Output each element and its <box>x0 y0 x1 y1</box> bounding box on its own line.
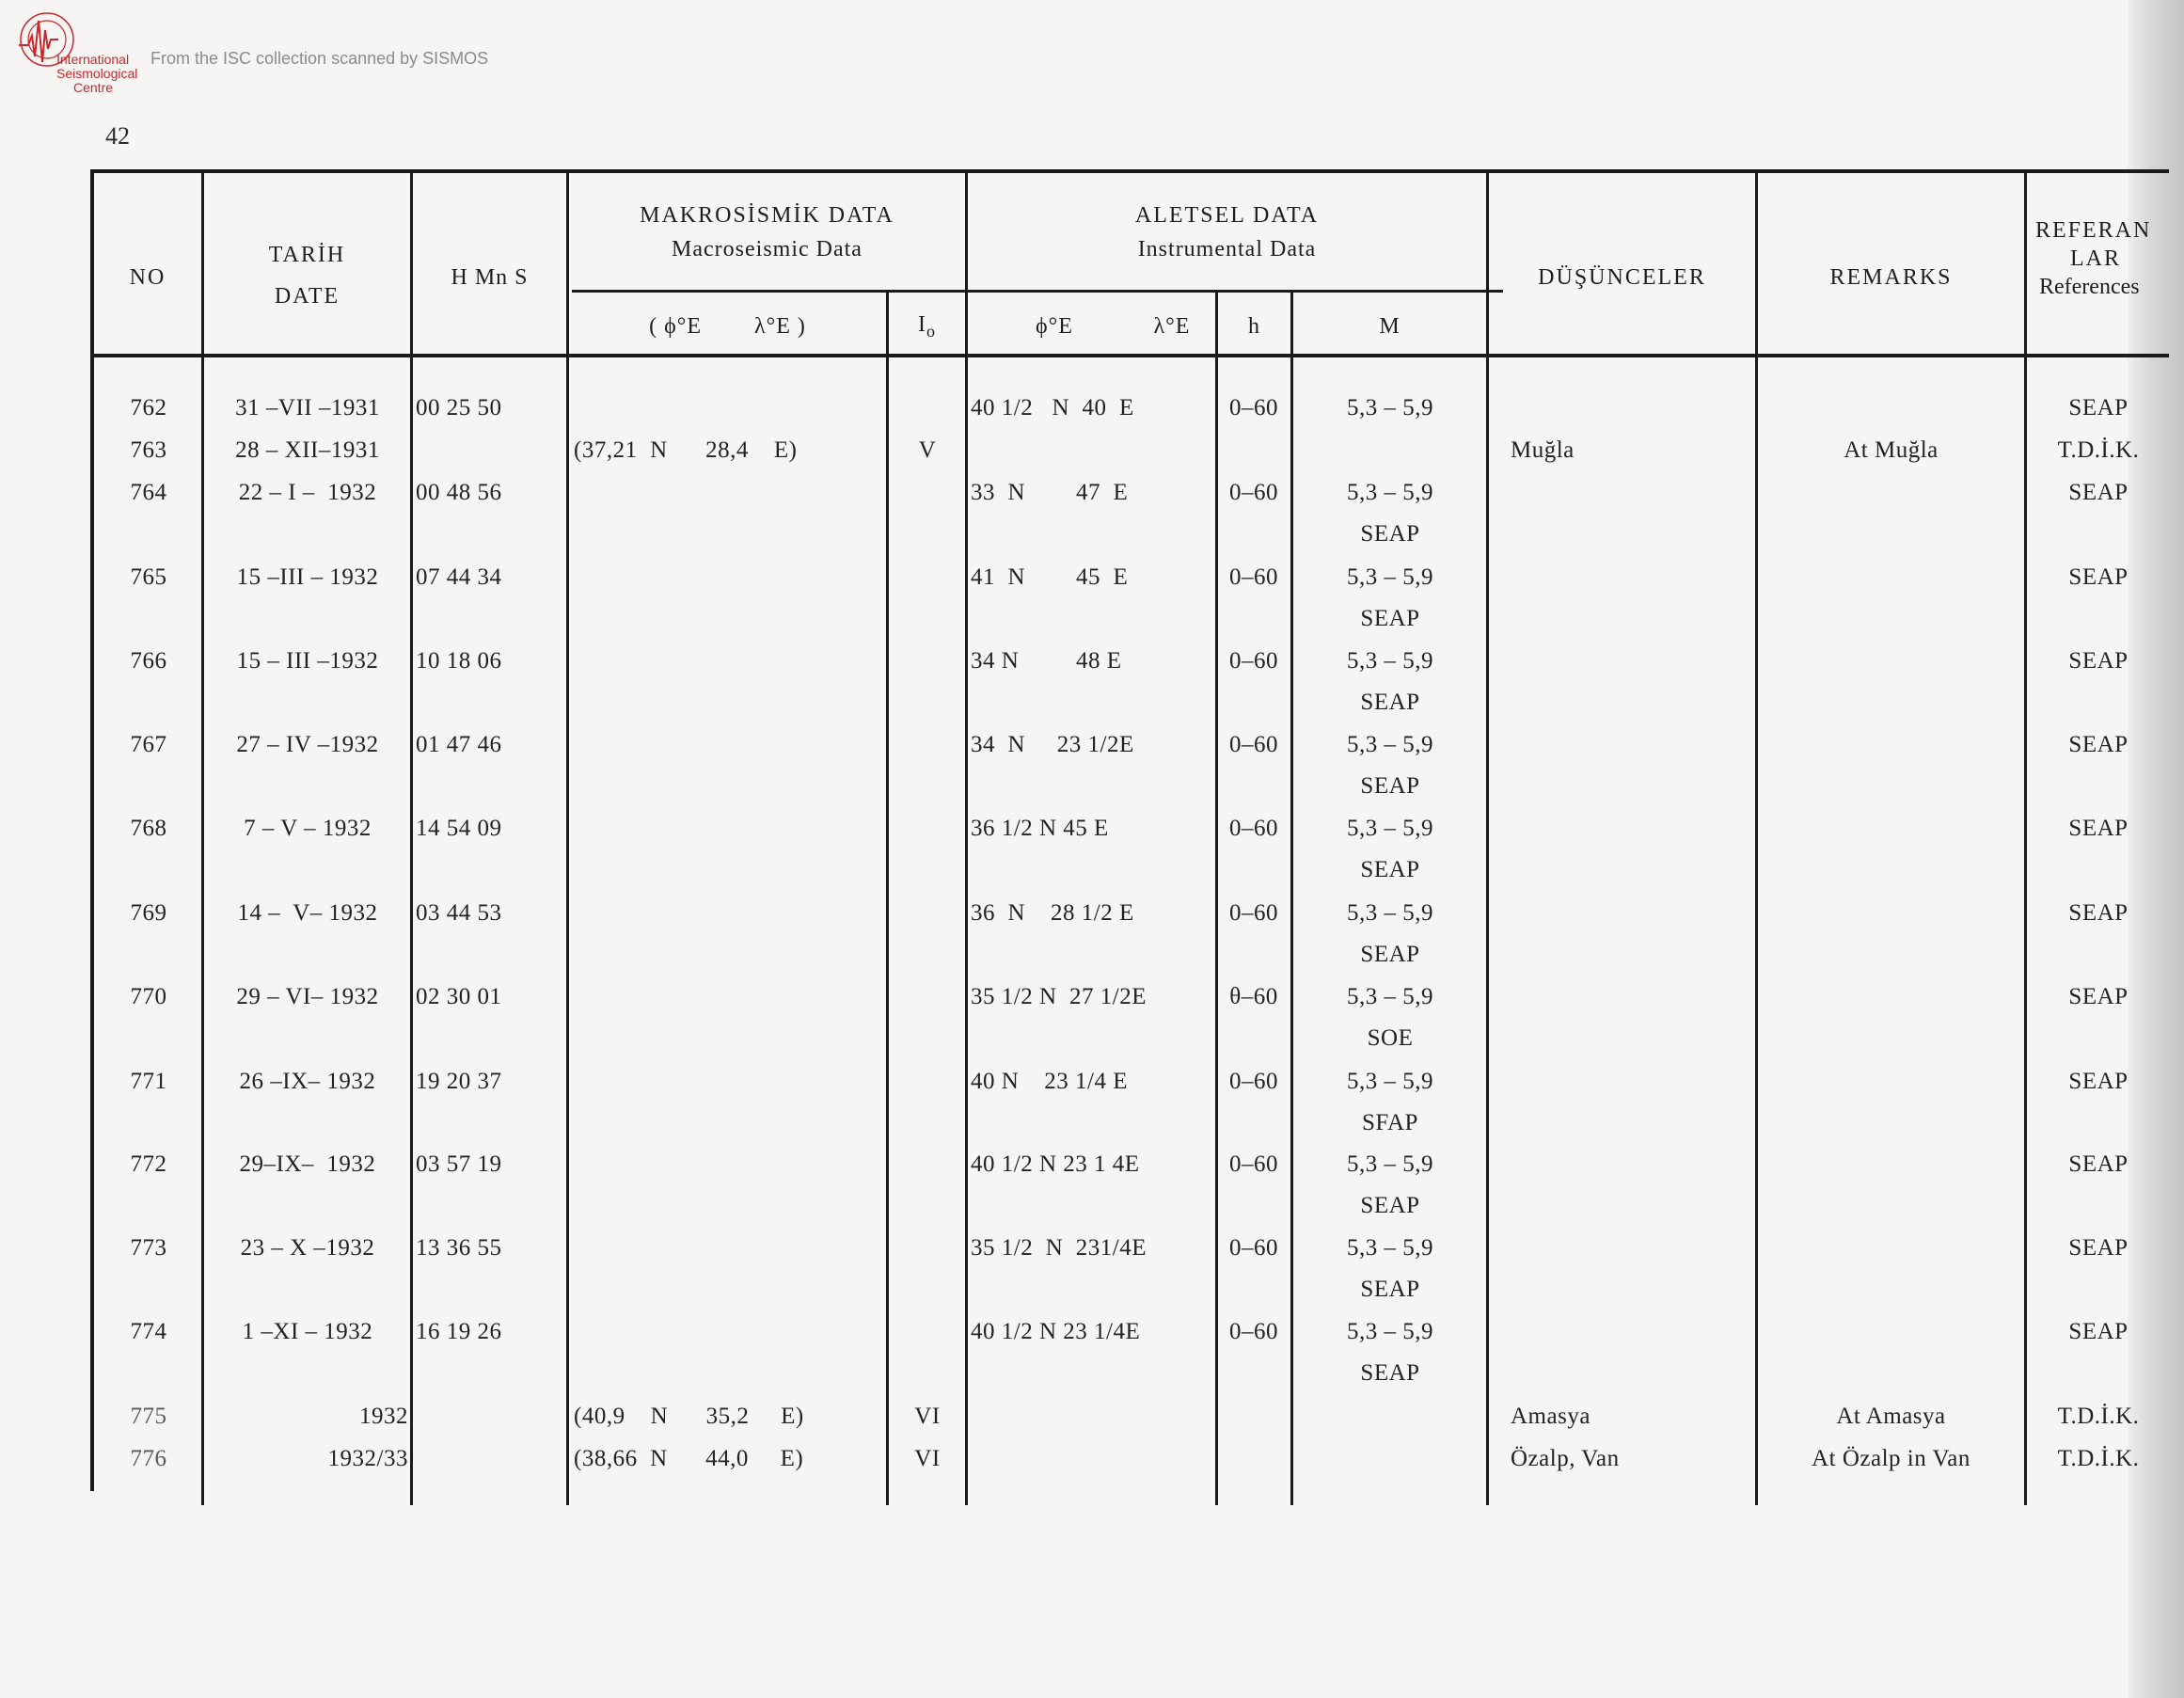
subheader-rule <box>572 290 1503 293</box>
cell-time: 14 54 09 <box>416 816 502 841</box>
cell-macro: (40,9 N 35,2 E) <box>574 1404 804 1429</box>
cell-date: 14 – V– 1932 <box>237 900 378 926</box>
cell-ref: SEAP <box>2068 480 2129 505</box>
cell-ref: SEAP <box>2068 564 2129 590</box>
cell-no: 775 <box>130 1404 167 1429</box>
earthquake-table <box>90 169 2169 1505</box>
cell-m: 5,3 – 5,9 <box>1347 564 1433 590</box>
cell-instr: 33 N 47 E <box>971 480 1129 505</box>
cell-m2: SEAP <box>1360 690 1420 715</box>
col-rule-0 <box>90 169 94 1491</box>
header-ref-2: LAR <box>2070 246 2121 271</box>
cell-date: 7 – V – 1932 <box>244 816 372 841</box>
header-aletsel-sub: Instrumental Data <box>1137 237 1317 262</box>
cell-no: 773 <box>130 1235 167 1261</box>
cell-ref: SEAP <box>2068 648 2129 674</box>
cell-m2: SEAP <box>1360 606 1420 631</box>
cell-ref: SEAP <box>2068 1235 2129 1261</box>
cell-rem: At Amasya <box>1836 1404 1946 1429</box>
cell-macro: (38,66 N 44,0 E) <box>574 1446 804 1471</box>
header-io-sub: o <box>926 321 936 341</box>
cell-h: 0–60 <box>1229 732 1278 757</box>
header-tarih: TARİH <box>268 243 346 267</box>
cell-instr: 35 1/2 N 27 1/2E <box>971 984 1147 1009</box>
header-date: DATE <box>274 284 340 309</box>
cell-instr: 36 N 28 1/2 E <box>971 900 1134 926</box>
cell-macro: (37,21 N 28,4 E) <box>574 437 798 463</box>
cell-dus: Özalp, Van <box>1511 1446 1620 1471</box>
cell-date: 29 – VI– 1932 <box>236 984 379 1009</box>
cell-time: 16 19 26 <box>416 1319 502 1344</box>
cell-time: 03 57 19 <box>416 1151 502 1177</box>
header-io-main: I <box>918 312 926 337</box>
cell-no: 763 <box>130 437 167 463</box>
cell-io: VI <box>914 1404 941 1429</box>
cell-no: 766 <box>130 648 167 674</box>
header-remarks: REMARKS <box>1829 265 1953 290</box>
header-m: M <box>1379 314 1401 339</box>
page-number: 42 <box>105 122 130 150</box>
cell-m2: SFAP <box>1362 1110 1418 1135</box>
cell-instr: 35 1/2 N 231/4E <box>971 1235 1147 1261</box>
cell-date: 31 –VII –1931 <box>235 395 380 421</box>
cell-instr: 40 N 23 1/4 E <box>971 1069 1129 1094</box>
cell-h: θ–60 <box>1229 984 1278 1009</box>
scan-credit: From the ISC collection scanned by SISMOS <box>150 49 489 68</box>
cell-date: 15 – III –1932 <box>236 648 379 674</box>
cell-instr: 41 N 45 E <box>971 564 1129 590</box>
col-rule-8 <box>1486 169 1489 1505</box>
cell-ref: SEAP <box>2068 984 2129 1009</box>
cell-date: 1932/33 <box>327 1446 408 1471</box>
cell-ref: T.D.İ.K. <box>2057 1446 2140 1471</box>
cell-instr: 40 1/2 N 23 1/4E <box>971 1319 1141 1344</box>
cell-ref: T.D.İ.K. <box>2057 1404 2140 1429</box>
cell-ref: SEAP <box>2068 395 2129 421</box>
header-lambda: λ°E <box>1153 314 1191 339</box>
cell-m: 5,3 – 5,9 <box>1347 1151 1433 1177</box>
cell-m2: SEAP <box>1360 857 1420 882</box>
header-makro-sub: Macroseismic Data <box>672 237 863 262</box>
cell-ref: SEAP <box>2068 1151 2129 1177</box>
cell-m2: SEAP <box>1360 521 1420 547</box>
cell-h: 0–60 <box>1229 564 1278 590</box>
cell-io: V <box>918 437 937 463</box>
cell-m2: SOE <box>1367 1025 1414 1051</box>
cell-no: 767 <box>130 732 167 757</box>
header-phi: ϕ°E <box>1036 314 1073 339</box>
header-bottom-rule <box>90 354 2169 357</box>
cell-no: 764 <box>130 480 167 505</box>
header-io <box>889 310 965 345</box>
cell-instr: 40 1/2 N 23 1 4E <box>971 1151 1140 1177</box>
cell-h: 0–60 <box>1229 395 1278 421</box>
cell-date: 28 – XII–1931 <box>235 437 380 463</box>
cell-no: 774 <box>130 1319 167 1344</box>
cell-m2: SEAP <box>1360 942 1420 967</box>
cell-ref: T.D.İ.K. <box>2057 437 2140 463</box>
cell-m: 5,3 – 5,9 <box>1347 984 1433 1009</box>
cell-ref: SEAP <box>2068 1069 2129 1094</box>
header-dusunceler: DÜŞÜNCELER <box>1538 265 1706 290</box>
cell-m2: SEAP <box>1360 1360 1420 1386</box>
col-rule-5 <box>965 169 968 1505</box>
cell-rem: At Muğla <box>1844 437 1939 463</box>
cell-date: 1 –XI – 1932 <box>242 1319 373 1344</box>
cell-date: 27 – IV –1932 <box>236 732 379 757</box>
cell-time: 02 30 01 <box>416 984 502 1009</box>
cell-time: 00 48 56 <box>416 480 502 505</box>
col-rule-7 <box>1290 290 1293 1505</box>
cell-h: 0–60 <box>1229 1319 1278 1344</box>
cell-no: 762 <box>130 395 167 421</box>
cell-time: 03 44 53 <box>416 900 502 926</box>
cell-date: 26 –IX– 1932 <box>239 1069 376 1094</box>
cell-h: 0–60 <box>1229 816 1278 841</box>
isc-logo <box>17 8 138 98</box>
header-makro-coords: ( ϕ°E λ°E ) <box>649 314 806 339</box>
cell-io: VI <box>914 1446 941 1471</box>
cell-no: 772 <box>130 1151 167 1177</box>
cell-m: 5,3 – 5,9 <box>1347 1069 1433 1094</box>
col-rule-10 <box>2024 169 2027 1505</box>
cell-no: 776 <box>130 1446 167 1471</box>
cell-m2: SEAP <box>1360 1193 1420 1218</box>
cell-instr: 40 1/2 N 40 E <box>971 395 1134 421</box>
cell-m: 5,3 – 5,9 <box>1347 1235 1433 1261</box>
header-no: NO <box>129 265 166 290</box>
cell-date: 29–IX– 1932 <box>239 1151 376 1177</box>
cell-m: 5,3 – 5,9 <box>1347 732 1433 757</box>
cell-instr: 34 N 48 E <box>971 648 1122 674</box>
cell-time: 10 18 06 <box>416 648 502 674</box>
cell-h: 0–60 <box>1229 900 1278 926</box>
cell-no: 769 <box>130 900 167 926</box>
cell-m: 5,3 – 5,9 <box>1347 395 1433 421</box>
header-ref-1: REFERAN <box>2035 218 2152 243</box>
col-rule-4 <box>886 290 889 1505</box>
cell-ref: SEAP <box>2068 816 2129 841</box>
cell-m: 5,3 – 5,9 <box>1347 648 1433 674</box>
cell-m: 5,3 – 5,9 <box>1347 1319 1433 1344</box>
cell-h: 0–60 <box>1229 1235 1278 1261</box>
cell-time: 00 25 50 <box>416 395 502 421</box>
cell-ref: SEAP <box>2068 732 2129 757</box>
col-rule-9 <box>1755 169 1758 1505</box>
cell-dus: Muğla <box>1511 437 1575 463</box>
cell-date: 23 – X –1932 <box>240 1235 375 1261</box>
cell-time: 07 44 34 <box>416 564 502 590</box>
cell-m: 5,3 – 5,9 <box>1347 816 1433 841</box>
cell-m2: SEAP <box>1360 1277 1420 1302</box>
cell-date: 15 –III – 1932 <box>236 564 379 590</box>
cell-ref: SEAP <box>2068 900 2129 926</box>
logo-line-3: Centre <box>73 80 114 95</box>
cell-instr: 34 N 23 1/2E <box>971 732 1134 757</box>
cell-m2: SEAP <box>1360 773 1420 799</box>
cell-h: 0–60 <box>1229 1069 1278 1094</box>
cell-m: 5,3 – 5,9 <box>1347 480 1433 505</box>
cell-m: 5,3 – 5,9 <box>1347 900 1433 926</box>
cell-dus: Amasya <box>1511 1404 1591 1429</box>
logo-line-2: Seismological <box>56 66 138 81</box>
cell-no: 771 <box>130 1069 167 1094</box>
cell-no: 768 <box>130 816 167 841</box>
cell-ref: SEAP <box>2068 1319 2129 1344</box>
logo-text <box>56 53 137 95</box>
cell-h: 0–60 <box>1229 480 1278 505</box>
cell-date: 1932 <box>359 1404 408 1429</box>
cell-rem: At Özalp in Van <box>1812 1446 1970 1471</box>
cell-no: 765 <box>130 564 167 590</box>
table-top-rule <box>90 169 2169 173</box>
header-aletsel-title: ALETSEL DATA <box>1134 203 1320 228</box>
cell-date: 22 – I – 1932 <box>238 480 377 505</box>
header-hmns: H Mn S <box>451 265 529 290</box>
logo-line-1: International <box>56 52 130 67</box>
cell-time: 19 20 37 <box>416 1069 502 1094</box>
col-rule-3 <box>566 169 569 1505</box>
cell-h: 0–60 <box>1229 648 1278 674</box>
header-h: h <box>1248 314 1260 339</box>
cell-time: 01 47 46 <box>416 732 502 757</box>
cell-time: 13 36 55 <box>416 1235 502 1261</box>
cell-h: 0–60 <box>1229 1151 1278 1177</box>
header-ref-3: References <box>2039 275 2140 299</box>
cell-no: 770 <box>130 984 167 1009</box>
header-makro-title: MAKROSİSMİK DATA <box>640 203 894 228</box>
cell-instr: 36 1/2 N 45 E <box>971 816 1109 841</box>
col-rule-2 <box>410 169 413 1505</box>
col-rule-1 <box>201 169 204 1505</box>
